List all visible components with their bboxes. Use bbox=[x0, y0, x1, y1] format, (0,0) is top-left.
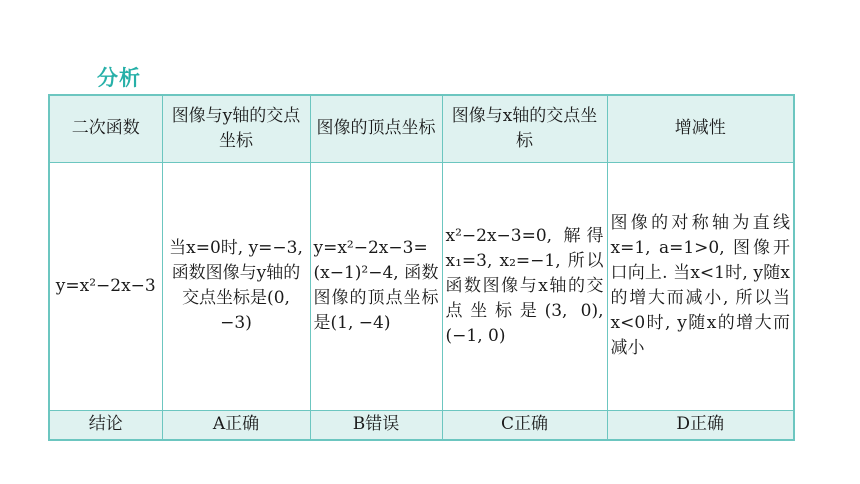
cell-vertex: y=x²−2x−3=(x−1)²−4, 函数图像的顶点坐标是(1, −4) bbox=[310, 162, 442, 410]
section-heading: 分析 bbox=[97, 66, 141, 90]
header-vertex: 图像的顶点坐标 bbox=[310, 95, 442, 162]
conclusion-c: C正确 bbox=[442, 410, 607, 440]
header-x-intercepts: 图像与x轴的交点坐标 bbox=[442, 95, 607, 162]
conclusion-row bbox=[49, 410, 794, 440]
header-y-intercept: 图像与y轴的交点坐标 bbox=[162, 95, 310, 162]
header-function: 二次函数 bbox=[49, 95, 162, 162]
header-row bbox=[49, 95, 794, 162]
cell-x-intercepts: x²−2x−3=0, 解得x₁=3, x₂=−1, 所以函数图像与x轴的交点坐标是(3, 0), (−1, 0) bbox=[442, 162, 607, 410]
conclusion-label: 结论 bbox=[49, 410, 162, 440]
cell-y-intercept: 当x=0时, y=−3, 函数图像与y轴的交点坐标是(0, −3) bbox=[162, 162, 310, 410]
cell-monotonicity: 图像的对称轴为直线x=1, a=1>0, 图像开口向上. 当x<1时, y随x的增大而减小, 所以当x<0时, y随x的增大而减小 bbox=[607, 162, 794, 410]
conclusion-b: B错误 bbox=[310, 410, 442, 440]
analysis-table bbox=[48, 94, 795, 441]
conclusion-a: A正确 bbox=[162, 410, 310, 440]
cell-function: y=x²−2x−3 bbox=[49, 162, 162, 410]
header-monotonicity: 增减性 bbox=[607, 95, 794, 162]
conclusion-d: D正确 bbox=[607, 410, 794, 440]
table-row bbox=[49, 162, 794, 410]
